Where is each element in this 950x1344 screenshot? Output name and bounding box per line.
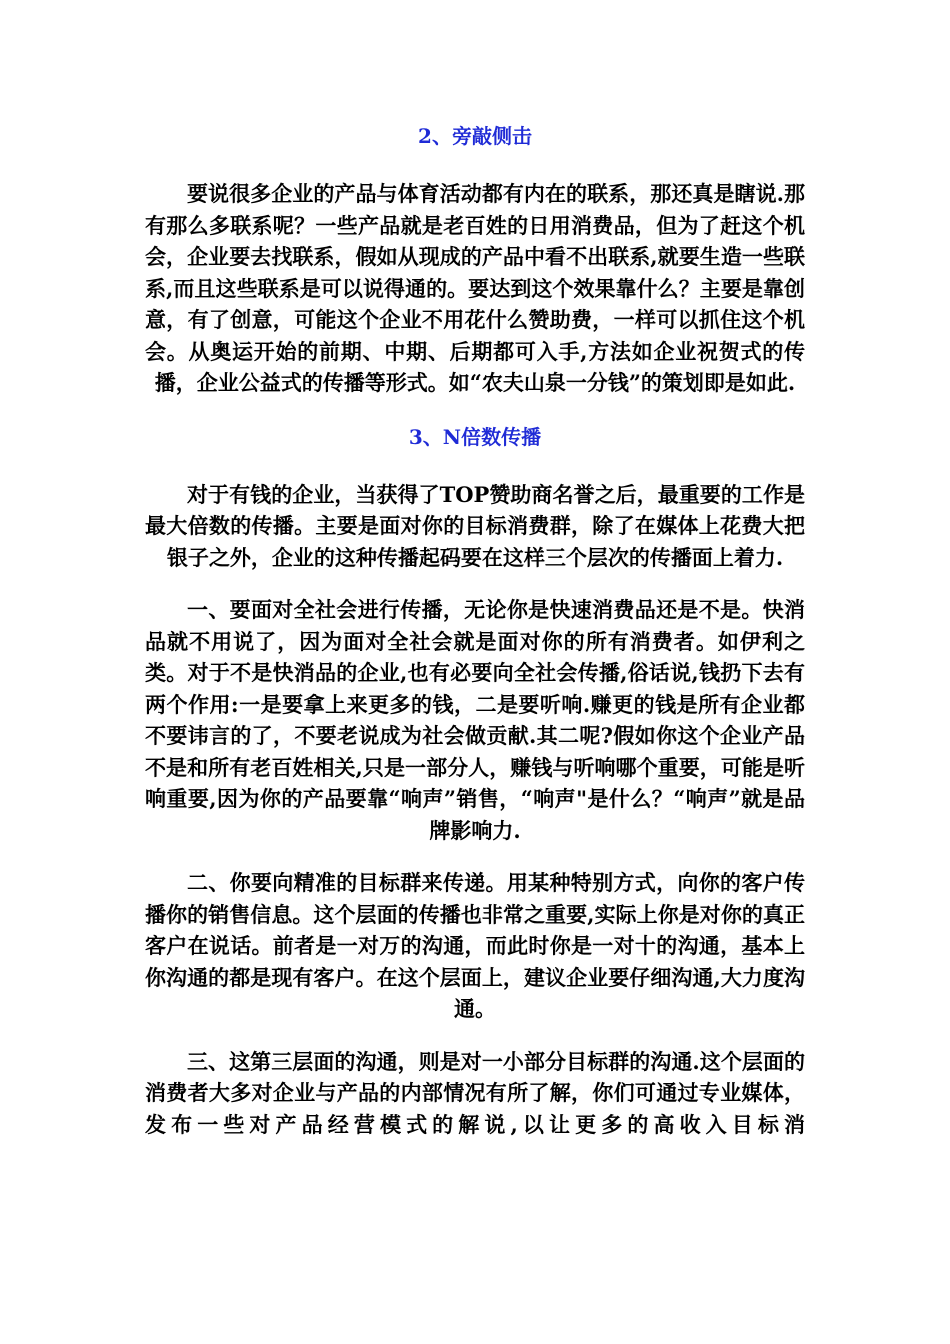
paragraph-n-multiplier-intro: 对于有钱的企业，当获得了TOP赞助商名誉之后，最重要的工作是最大倍数的传播。主要是面对你的目标消费群，除了在媒体上花费大把银子之外，企业的这种传播起码要在这样三个层次的传播面上着力. xyxy=(145,481,805,570)
paragraph-side-approach: 要说很多企业的产品与体育活动都有内在的联系，那还真是瞎说.那有那么多联系呢？一些产品就是老百姓的日用消费品，但为了赶这个机会，企业要去找联系，假如从现成的产品中看不出联系,就要生造一些联系,而且这些联系是可以说得通的。要达到这个效果靠什么？主要是靠创意，有了创意，可能这个企业不用花什么赞助费，一样可以抓住这个机会。从奥运开始的前期、中期、后期都可入手,方法如企业祝贺式的传播，企业公益式的传播等形式。如“农夫山泉一分钱”的策划即是如此. xyxy=(145,181,805,395)
paragraph-level-one: 一、要面对全社会进行传播，无论你是快速消费品还是不是。快消品就不用说了，因为面对全社会就是面对你的所有消费者。如伊利之类。对于不是快消品的企业,也有必要向全社会传播,俗话说,钱扔下去有两个作用:一是要拿上来更多的钱，二是要听响.赚更的钱是所有企业都不要讳言的了，不要老说成为社会做贡献.其二呢?假如你这个企业产品不是和所有老百姓相关,只是一部分人，赚钱与听响哪个重要，可能是听响重要,因为你的产品要靠“响声”销售，“响声"是什么？“响声”就是品牌影响力. xyxy=(145,597,805,843)
paragraph-level-two: 二、你要向精准的目标群来传递。用某种特别方式，向你的客户传播你的销售信息。这个层面的传播也非常之重要,实际上你是对你的真正客户在说话。前者是一对万的沟通，而此时你是一对十的沟通，基本上你沟通的都是现有客户。在这个层面上，建议企业要仔细沟通,大力度沟通。 xyxy=(145,870,805,1021)
section-heading-2: 2、旁敲侧击 xyxy=(418,124,532,148)
section-heading-3: 3、N倍数传播 xyxy=(408,424,542,449)
document-page xyxy=(145,120,805,1140)
paragraph-level-three: 三、这第三层面的沟通，则是对一小部分目标群的沟通.这个层面的消费者大多对企业与产品的内部情况有所了解，你们可通过专业媒体，发布一些对产品经营模式的解说,以让更多的高收入目标消 xyxy=(145,1048,805,1137)
